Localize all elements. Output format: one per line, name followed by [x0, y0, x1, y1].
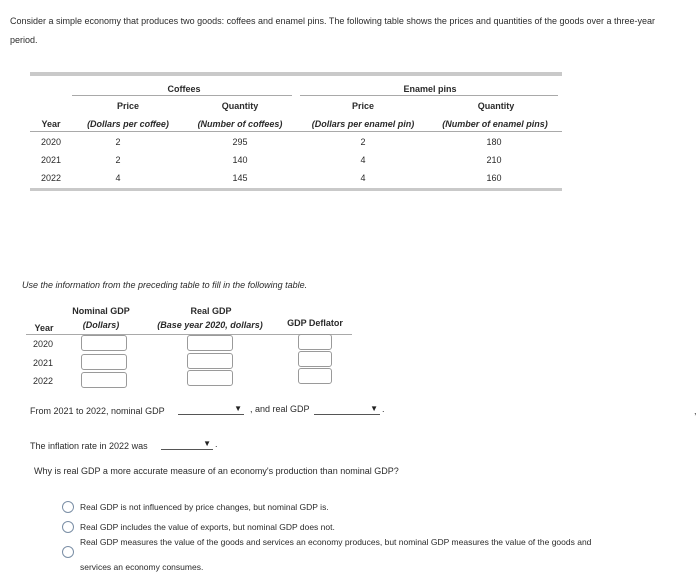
nominal-gdp-2021-input[interactable]: [81, 354, 127, 370]
real-gdp-2020-input[interactable]: [187, 335, 233, 351]
option-1-label[interactable]: Real GDP is not influenced by price changes, but nominal GDP is.: [80, 502, 329, 512]
pins-group-header: Enamel pins: [403, 84, 457, 94]
nominal-change-prompt: From 2021 to 2022, nominal GDP: [30, 406, 165, 416]
year-header-2: Year: [34, 323, 54, 333]
real-change-dropdown[interactable]: [314, 404, 380, 415]
table2-year: 2022: [33, 376, 54, 386]
nominal-gdp-2022-input[interactable]: [81, 372, 127, 388]
table1-pin-price: 4: [360, 155, 366, 165]
deflator-2021-input[interactable]: [298, 351, 332, 367]
nominal-gdp-header: Nominal GDP: [72, 306, 130, 316]
chevron-down-icon: ▼: [234, 404, 242, 413]
real-gdp-2021-input[interactable]: [187, 353, 233, 369]
real-gdp-unit: (Base year 2020, dollars): [157, 320, 263, 330]
deflator-2020-input[interactable]: [298, 334, 332, 350]
gdp-deflator-header: GDP Deflator: [287, 318, 343, 328]
coffees-group-line: [72, 95, 292, 96]
intro-text: Consider a simple economy that produces two goods: coffees and enamel pins. The following table shows the prices and quantities of the goods over a three-year period.: [10, 16, 656, 45]
option-3-radio[interactable]: [62, 546, 74, 558]
pin-qty-header: Quantity: [477, 101, 515, 111]
option-1-radio[interactable]: [62, 501, 74, 513]
table1-coffee-price: 2: [115, 155, 121, 165]
pin-price-unit: (Dollars per enamel pin): [311, 119, 415, 129]
table1-pin-qty: 210: [486, 155, 502, 165]
change-period: .: [382, 404, 385, 414]
real-change-prompt: , and real GDP: [250, 404, 310, 414]
real-gdp-header: Real GDP: [190, 306, 232, 316]
table1-pin-price: 4: [360, 173, 366, 183]
why-question: Why is real GDP a more accurate measure of an economy's production than nominal GDP?: [34, 466, 399, 476]
table1-pin-price: 2: [360, 137, 366, 147]
pin-qty-unit: (Number of enamel pins): [442, 119, 548, 129]
table1-pin-qty: 180: [486, 137, 502, 147]
table1-coffee-qty: 295: [232, 137, 248, 147]
coffee-qty-header: Quantity: [221, 101, 259, 111]
table2-year: 2021: [33, 358, 54, 368]
table1-year: 2020: [40, 137, 62, 147]
chevron-down-icon: ▼: [370, 404, 378, 413]
edge-mark: ,: [694, 406, 697, 416]
coffee-price-unit: (Dollars per coffee): [87, 119, 169, 129]
table1-pin-qty: 160: [486, 173, 502, 183]
pin-price-header: Price: [351, 101, 375, 111]
chevron-down-icon: ▼: [203, 439, 211, 448]
option-3-label[interactable]: Real GDP measures the value of the goods and services an economy produces, but nominal GDP measures the value of the goods and: [80, 537, 592, 547]
table1-header-rule: [30, 131, 562, 132]
table1-year: 2021: [40, 155, 62, 165]
option-2-label[interactable]: Real GDP includes the value of exports, but nominal GDP does not.: [80, 522, 335, 532]
nominal-change-dropdown[interactable]: [178, 404, 244, 415]
coffees-group-header: Coffees: [167, 84, 201, 94]
real-gdp-2022-input[interactable]: [187, 370, 233, 386]
nominal-gdp-unit: (Dollars): [82, 320, 120, 330]
table1-coffee-price: 2: [115, 137, 121, 147]
inflation-dropdown[interactable]: [161, 439, 213, 450]
instruction-text: Use the information from the preceding table to fill in the following table.: [22, 280, 308, 290]
option-3-label-cont[interactable]: services an economy consumes.: [80, 562, 204, 572]
table1-top-rule: [30, 72, 562, 76]
year-header: Year: [41, 119, 61, 129]
pins-group-line: [300, 95, 558, 96]
inflation-period: .: [215, 439, 218, 449]
nominal-gdp-2020-input[interactable]: [81, 335, 127, 351]
table1-coffee-price: 4: [115, 173, 121, 183]
table2-year: 2020: [33, 339, 54, 349]
coffee-price-header: Price: [116, 101, 140, 111]
deflator-2022-input[interactable]: [298, 368, 332, 384]
table1-coffee-qty: 140: [232, 155, 248, 165]
inflation-prompt: The inflation rate in 2022 was: [30, 441, 148, 451]
table1-year: 2022: [40, 173, 62, 183]
table1-bottom-rule: [30, 188, 562, 191]
option-2-radio[interactable]: [62, 521, 74, 533]
table1-coffee-qty: 145: [232, 173, 248, 183]
coffee-qty-unit: (Number of coffees): [197, 119, 283, 129]
